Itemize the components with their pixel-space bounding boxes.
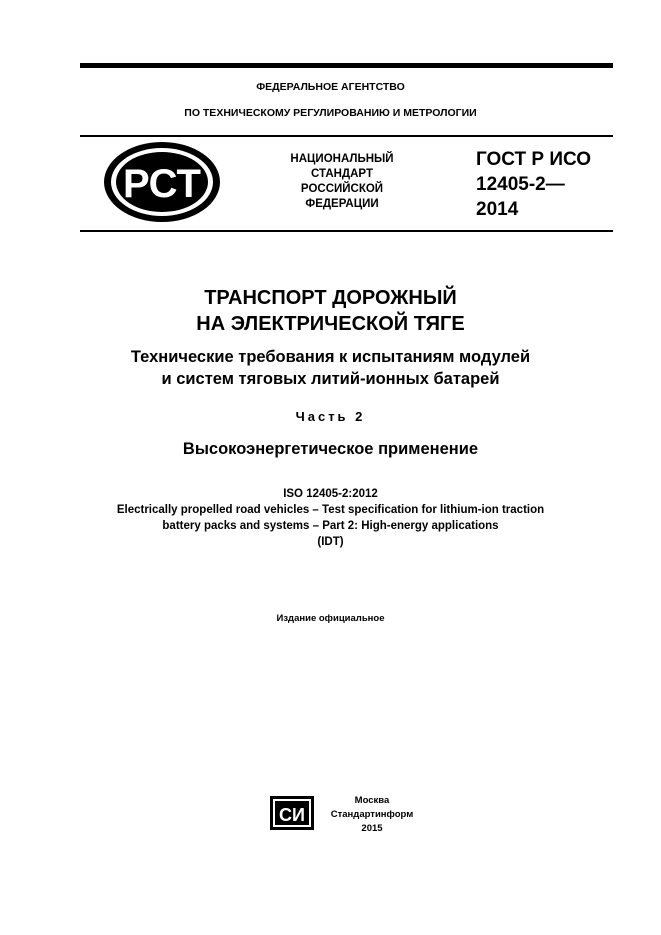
standard-type-line-2: СТАНДАРТ bbox=[311, 168, 373, 180]
document-title bbox=[0, 285, 661, 337]
top-rule bbox=[80, 63, 613, 68]
iso-title-line-1: Electrically propelled road vehicles – Test specification for lithium-ion traction bbox=[116, 504, 545, 516]
standartinform-logo-icon bbox=[270, 796, 314, 830]
publisher-name: Стандартинформ bbox=[330, 809, 414, 820]
agency-line-1: ФЕДЕРАЛЬНОЕ АГЕНТСТВО bbox=[256, 81, 405, 93]
rst-logo-icon bbox=[102, 140, 222, 224]
standard-type-line-3: РОССИЙСКОЙ bbox=[300, 183, 384, 195]
standard-designation bbox=[476, 147, 626, 222]
standard-type-line-4: ФЕДЕРАЦИИ bbox=[305, 198, 379, 210]
designation-line-3: 2014 bbox=[476, 199, 519, 220]
iso-identity: (IDT) bbox=[317, 536, 344, 548]
rst-logo-text: РСТ bbox=[122, 162, 202, 206]
subtitle-line-1: Технические требования к испытаниям модулей bbox=[130, 348, 531, 366]
subtitle-line-2: и систем тяговых литий-ионных батарей bbox=[161, 370, 500, 388]
part-label: Часть 2 bbox=[295, 409, 366, 424]
standard-type-block bbox=[262, 152, 422, 212]
header-rule-bottom bbox=[80, 230, 613, 232]
agency-line-2: ПО ТЕХНИЧЕСКОМУ РЕГУЛИРОВАНИЮ И МЕТРОЛОГИИ bbox=[184, 107, 477, 119]
designation-line-1: ГОСТ Р ИСО bbox=[476, 149, 592, 170]
iso-reference bbox=[0, 486, 661, 550]
standartinform-logo-text: СИ bbox=[279, 805, 305, 825]
part-name: Высокоэнергетическое применение bbox=[182, 440, 479, 458]
iso-title-line-2: battery packs and systems – Part 2: High-energy applications bbox=[162, 520, 499, 532]
iso-number: ISO 12405-2:2012 bbox=[283, 488, 378, 500]
edition-note: Издание официальное bbox=[276, 613, 385, 624]
document-subtitle bbox=[0, 346, 661, 390]
designation-line-2: 12405-2— bbox=[476, 174, 565, 195]
publisher-block bbox=[322, 794, 422, 836]
header-rule-top bbox=[80, 135, 613, 137]
publisher-year: 2015 bbox=[361, 823, 383, 834]
title-line-1: ТРАНСПОРТ ДОРОЖНЫЙ bbox=[204, 287, 457, 309]
publisher-city: Москва bbox=[354, 795, 390, 806]
standard-type-line-1: НАЦИОНАЛЬНЫЙ bbox=[290, 153, 394, 165]
title-line-2: НА ЭЛЕКТРИЧЕСКОЙ ТЯГЕ bbox=[196, 313, 465, 335]
